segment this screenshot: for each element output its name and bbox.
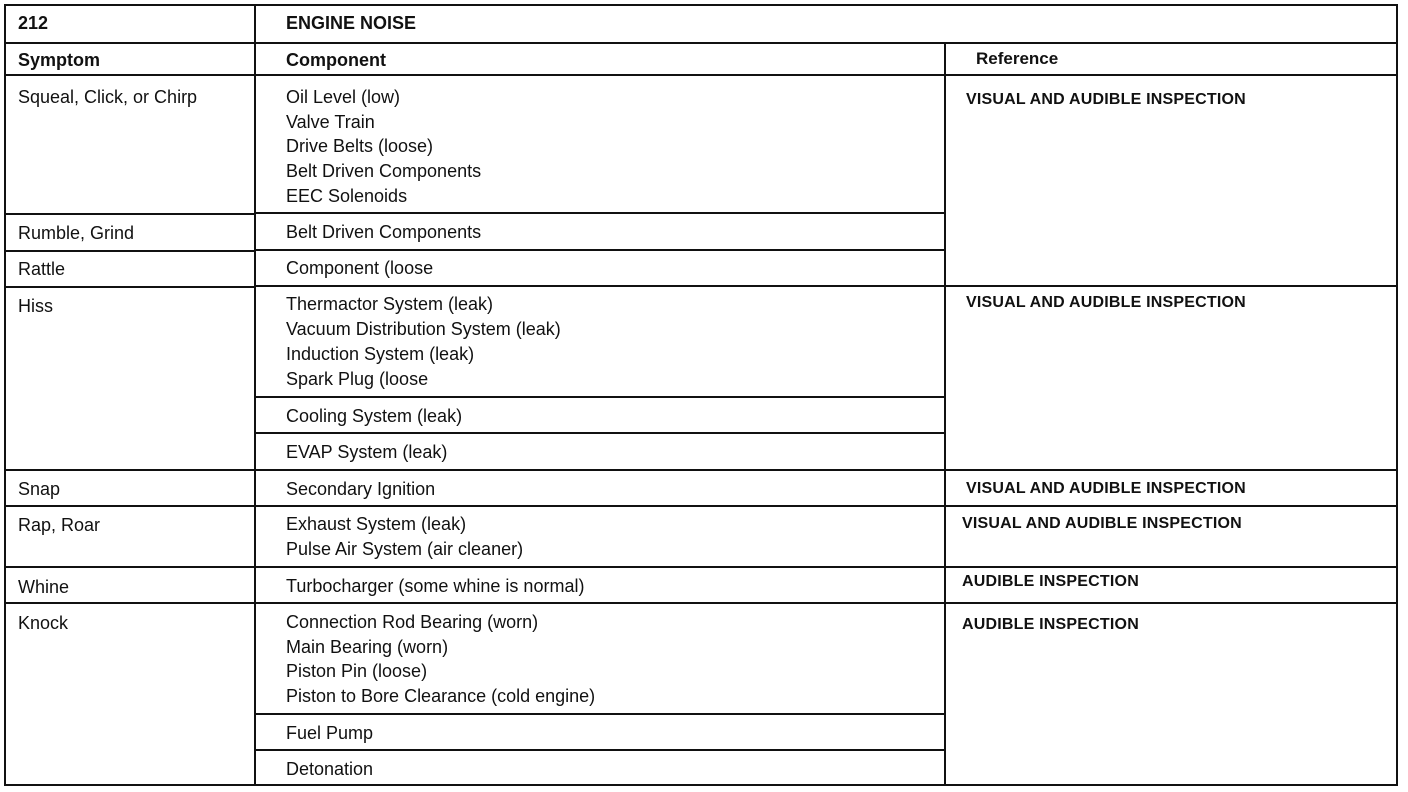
column-header-reference: Reference xyxy=(976,49,1059,68)
symptom-snap: Snap xyxy=(18,479,61,499)
component-item: Valve Train xyxy=(286,112,375,132)
reference-audible: AUDIBLE INSPECTION xyxy=(962,573,1139,590)
component-item: Belt Driven Components xyxy=(286,222,482,242)
column-header-component: Component xyxy=(286,50,386,70)
symptom-rap-roar: Rap, Roar xyxy=(18,515,101,535)
reference-visual-audible: VISUAL AND AUDIBLE INSPECTION xyxy=(966,480,1246,497)
component-item: Drive Belts (loose) xyxy=(286,136,434,156)
symptom-rumble: Rumble, Grind xyxy=(18,223,135,243)
component-item: Vacuum Distribution System (leak) xyxy=(286,319,561,339)
component-item: EEC Solenoids xyxy=(286,186,408,206)
component-item: Main Bearing (worn) xyxy=(286,637,449,657)
component-item: Oil Level (low) xyxy=(286,87,401,107)
symptom-hiss: Hiss xyxy=(18,296,53,316)
symptom-knock: Knock xyxy=(18,613,69,633)
component-item: Piston to Bore Clearance (cold engine) xyxy=(286,686,596,706)
component-item: Belt Driven Components xyxy=(286,161,482,181)
component-item: Detonation xyxy=(286,759,374,779)
table-title: ENGINE NOISE xyxy=(286,13,417,33)
symptom-whine: Whine xyxy=(18,577,70,597)
component-item: Turbocharger (some whine is normal) xyxy=(286,576,585,596)
symptom-squeal: Squeal, Click, or Chirp xyxy=(18,87,198,107)
component-item: Cooling System (leak) xyxy=(286,406,463,426)
component-item: Fuel Pump xyxy=(286,723,374,743)
reference-audible: AUDIBLE INSPECTION xyxy=(962,616,1139,633)
component-item: Secondary Ignition xyxy=(286,479,436,499)
component-item: EVAP System (leak) xyxy=(286,442,448,462)
component-item: Pulse Air System (air cleaner) xyxy=(286,539,524,559)
component-item: Thermactor System (leak) xyxy=(286,294,494,314)
column-header-symptom: Symptom xyxy=(18,50,101,70)
component-item: Component (loose xyxy=(286,258,434,278)
component-item: Exhaust System (leak) xyxy=(286,514,467,534)
reference-visual-audible: VISUAL AND AUDIBLE INSPECTION xyxy=(966,294,1246,311)
component-item: Induction System (leak) xyxy=(286,344,475,364)
reference-visual-audible: VISUAL AND AUDIBLE INSPECTION xyxy=(966,91,1246,108)
component-item: Spark Plug (loose xyxy=(286,369,429,389)
component-item: Piston Pin (loose) xyxy=(286,661,428,681)
symptom-rattle: Rattle xyxy=(18,259,66,279)
component-item: Connection Rod Bearing (worn) xyxy=(286,612,539,632)
section-number: 212 xyxy=(18,13,49,33)
reference-visual-audible: VISUAL AND AUDIBLE INSPECTION xyxy=(962,515,1242,532)
